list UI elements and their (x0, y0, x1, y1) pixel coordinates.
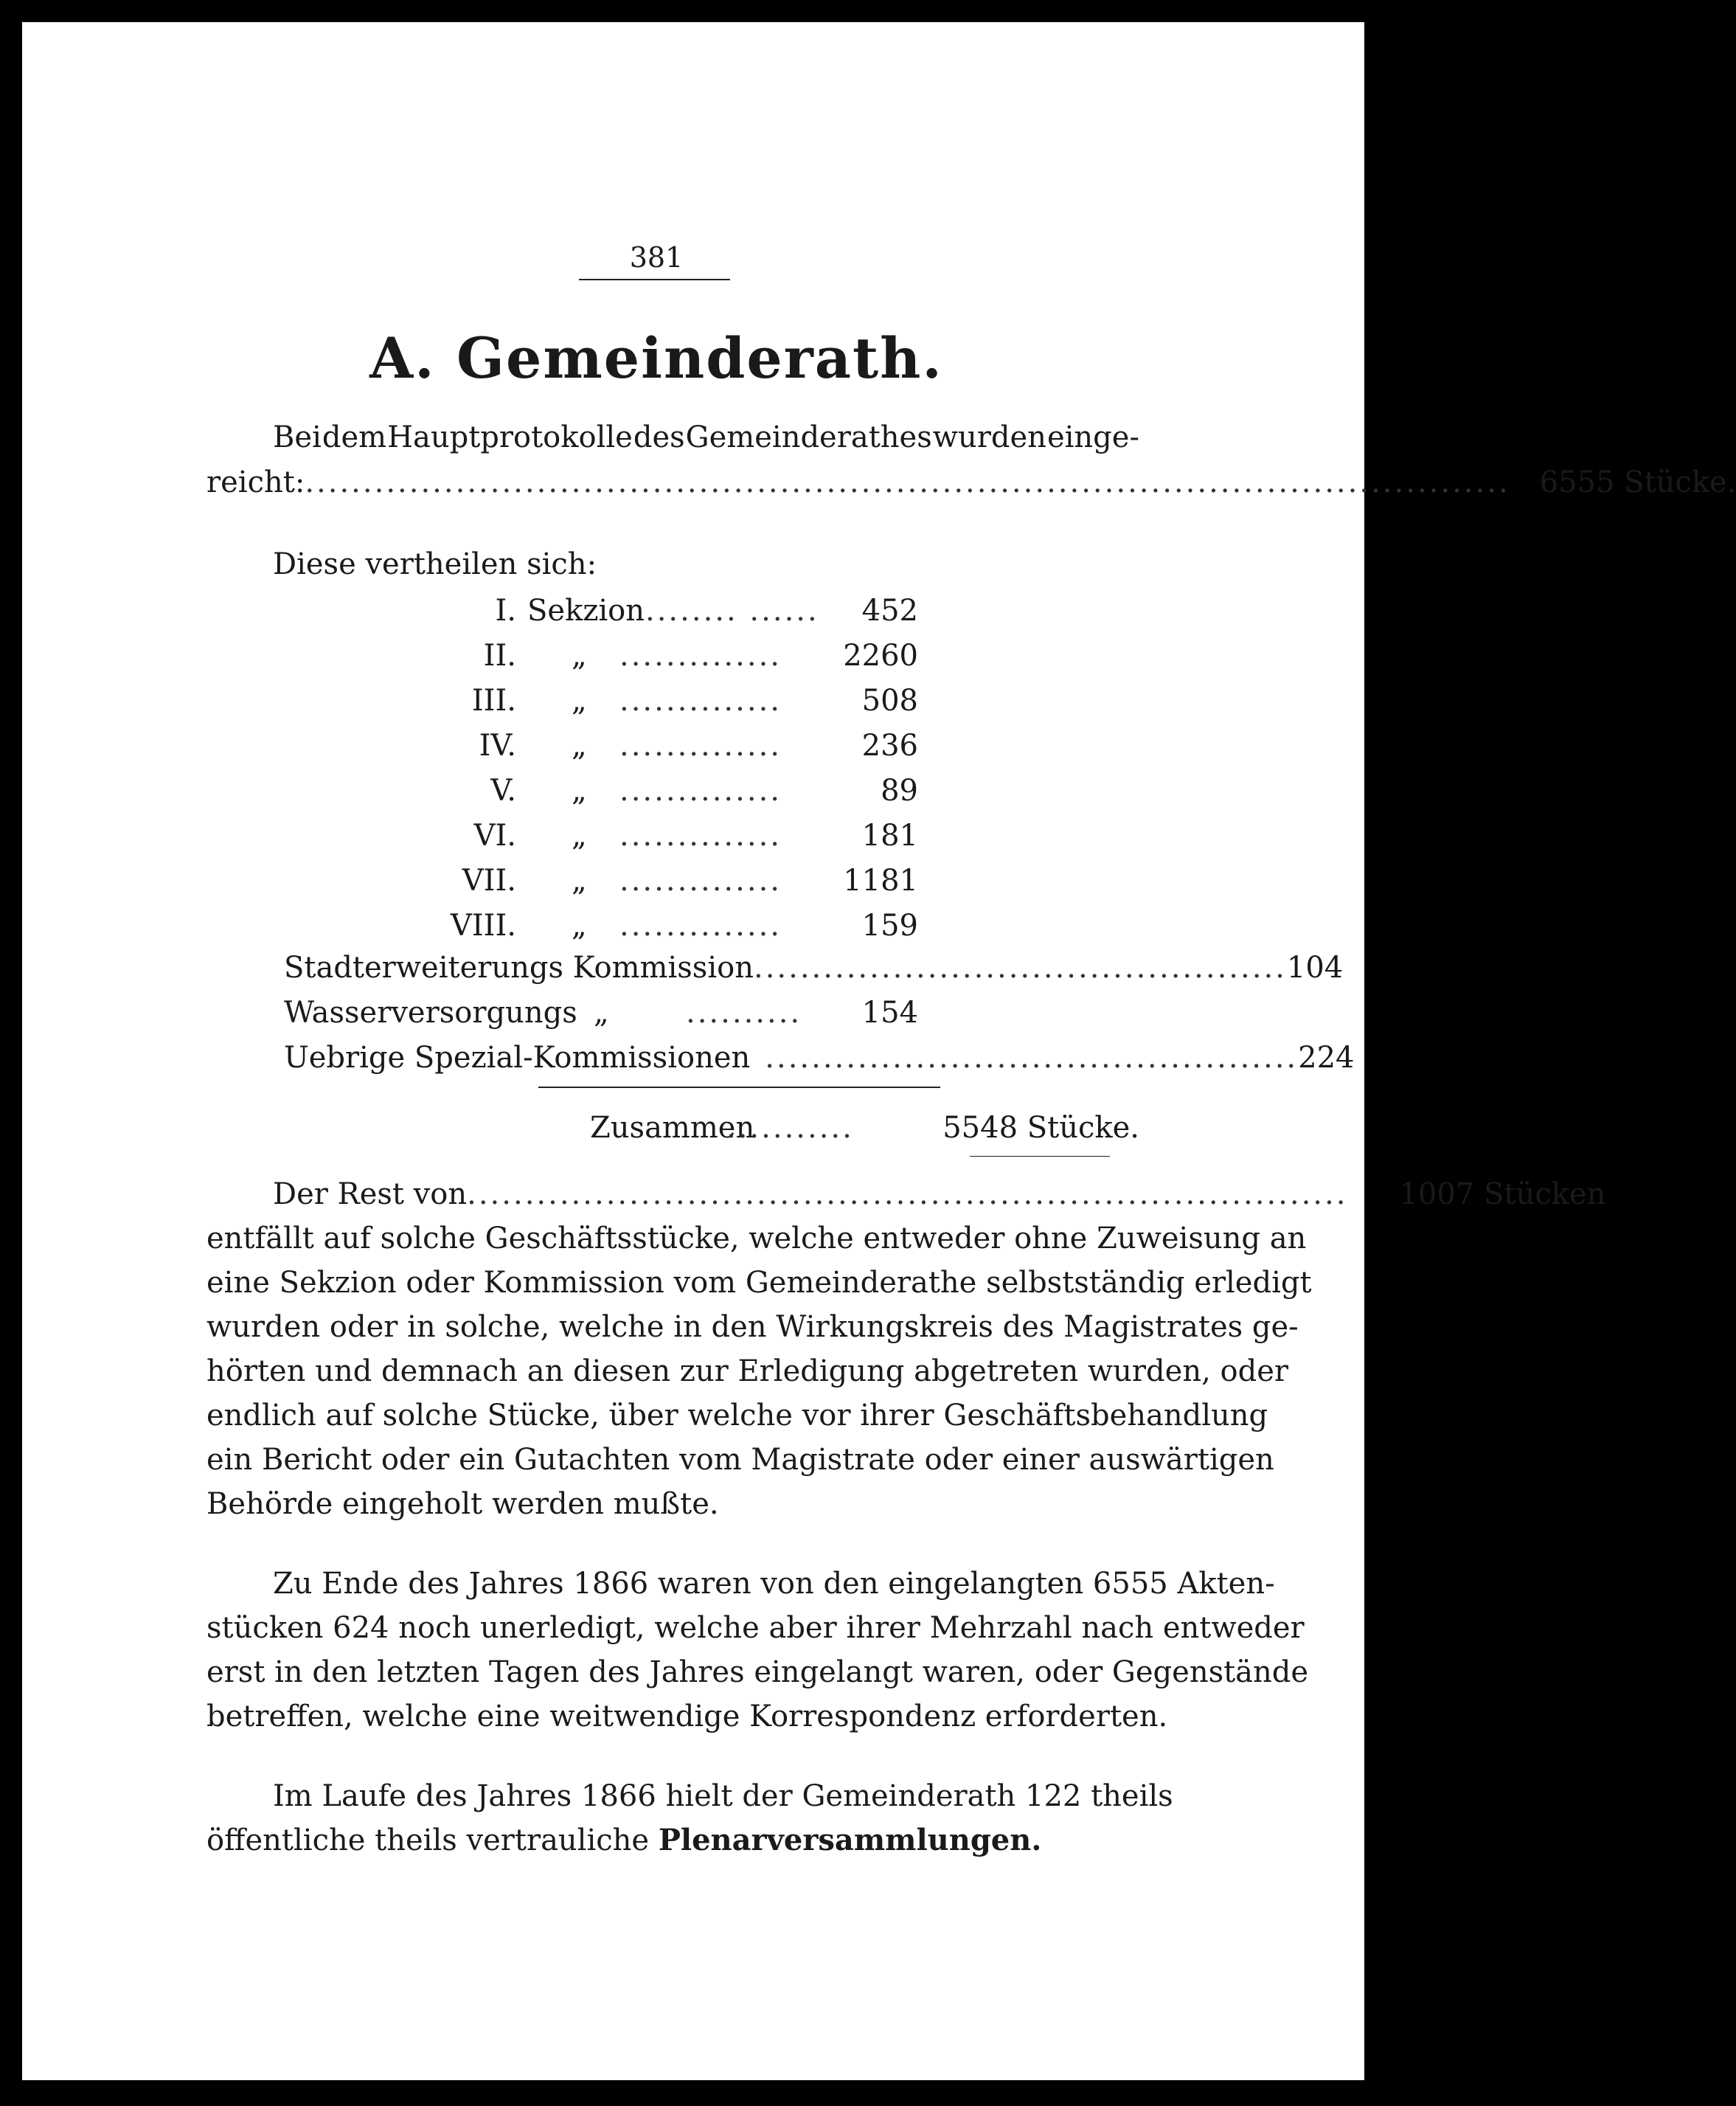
page-number: 381 (629, 241, 684, 274)
paragraph-line: hörten und demnach an diesen zur Erledigung abgetreten wurden, oder (206, 1354, 1288, 1388)
paragraph-line: Im Laufe des Jahres 1866 hielt der Gemeinderath 122 theils (273, 1779, 1173, 1813)
intro-line-2 (206, 465, 1736, 499)
leader-dots: .............. (619, 774, 782, 808)
section-row (243, 819, 918, 856)
ditto-mark: „ (572, 639, 587, 673)
total-rule (970, 1156, 1110, 1157)
paragraph-line: Behörde eingeholt werden mußte. (206, 1487, 719, 1521)
total-row (590, 1113, 1139, 1150)
paragraph-2 (206, 1562, 1309, 1739)
commission-value: 224 (1298, 1041, 1355, 1075)
commission-row (284, 998, 918, 1035)
section-roman: II. (483, 639, 516, 673)
section-value: 508 (861, 684, 918, 718)
commission-label: Uebrige Spezial-Kommissionen (284, 1041, 751, 1075)
total-label: Zusammen (590, 1111, 755, 1145)
leader-dots: .............. (619, 819, 782, 853)
section-row (243, 729, 918, 766)
leader-dots: .............................................. (753, 951, 1287, 985)
commission-row (284, 951, 1344, 985)
intro-line-1 (273, 420, 1139, 454)
intro-reicht-label: reicht: (206, 465, 305, 499)
rest-label: Der Rest von (273, 1177, 468, 1211)
intro-word: des (633, 420, 685, 454)
leader-dots: ........ ...... (645, 594, 819, 628)
commission-label: Stadterweiterungs Kommission (284, 951, 754, 985)
paragraph-line: wurden oder in solche, welche in den Wirkungskreis des Magistrates ge- (206, 1310, 1299, 1344)
leader-dots: .............. (619, 684, 782, 718)
section-value: 89 (881, 774, 918, 808)
total-value: 5548 Stücke. (942, 1111, 1139, 1145)
section-row (243, 594, 918, 631)
ditto-mark: „ (572, 819, 587, 853)
paragraph-line (206, 1818, 1136, 1863)
section-roman: VIII. (450, 909, 516, 943)
paragraph-line: entfällt auf solche Geschäftsstücke, welche entweder ohne Zuweisung an (206, 1222, 1307, 1255)
intro-word: einge- (1046, 420, 1139, 454)
section-value: 452 (861, 594, 918, 628)
section-roman: VI. (473, 819, 516, 853)
page-number-rule (579, 279, 730, 280)
section-roman: IV. (479, 729, 516, 763)
section-heading: A. Gemeinderath. (369, 325, 943, 391)
section-value: 1181 (843, 864, 918, 898)
paragraph-text: öffentliche theils vertrauliche (206, 1823, 650, 1857)
section-roman: VII. (462, 864, 516, 898)
paragraph-line: betreffen, welche eine weitwendige Korrespondenz erforderten. (206, 1700, 1168, 1733)
distribution-intro: Diese vertheilen sich: (273, 547, 597, 581)
ditto-mark: „ (572, 684, 587, 718)
leader-dots: ........................................................................................................ (305, 465, 1510, 499)
section-row (243, 684, 918, 721)
intro-total-value: 6555 Stücke. (1539, 465, 1736, 499)
leader-dots: ........... (726, 1111, 854, 1145)
commission-value: 104 (1286, 951, 1344, 985)
section-value: 2260 (843, 639, 918, 673)
leader-dots: .............................................. (765, 1041, 1299, 1075)
leader-dots: .............. (619, 729, 782, 763)
section-value: 181 (861, 819, 918, 853)
ditto-mark: „ (572, 729, 587, 763)
paragraph-line: Zu Ende des Jahres 1866 waren von den eingelangten 6555 Akten- (273, 1567, 1275, 1601)
paragraph-line: eine Sekzion oder Kommission vom Gemeinderathe selbstständig erledigt (206, 1266, 1312, 1300)
paragraph-1 (206, 1216, 1312, 1526)
intro-word: dem (322, 420, 387, 454)
ditto-mark: „ (594, 996, 609, 1030)
paragraph-3 (206, 1774, 1173, 1863)
sum-rule (538, 1087, 940, 1088)
rest-value: 1007 Stücken (1399, 1177, 1606, 1211)
section-roman: V. (490, 774, 516, 808)
ditto-mark: „ (572, 864, 587, 898)
paragraph-line: ein Bericht oder ein Gutachten vom Magistrate oder einer auswärtigen (206, 1443, 1274, 1477)
intro-word: Bei (273, 420, 322, 454)
leader-dots: .............. (619, 909, 782, 943)
section-roman: III. (471, 684, 516, 718)
commission-row (284, 1041, 1355, 1075)
paragraph-line: erst in den letzten Tagen des Jahres eingelangt waren, oder Gegenstände (206, 1655, 1309, 1689)
section-roman: I. (495, 594, 516, 628)
section-value: 236 (861, 729, 918, 763)
intro-word: Gemeinderathes (685, 420, 932, 454)
intro-word: wurden (932, 420, 1046, 454)
section-row (243, 909, 918, 946)
leader-dots: .............. (619, 864, 782, 898)
leader-dots: .......... (686, 996, 802, 1030)
rest-row (273, 1177, 1606, 1211)
ditto-mark: „ (572, 774, 587, 808)
book-page (22, 22, 1736, 2080)
leader-dots: ............................................................................ (467, 1177, 1348, 1211)
section-row (243, 774, 918, 811)
paragraph-line: endlich auf solche Stücke, über welche vor ihrer Geschäftsbehandlung (206, 1399, 1268, 1433)
paragraph-line: stücken 624 noch unerledigt, welche aber ihrer Mehrzahl nach entweder (206, 1611, 1305, 1645)
emphasized-term: Plenarversammlungen. (658, 1823, 1042, 1857)
commission-label: Wasserversorgungs (284, 996, 577, 1030)
section-row (243, 639, 918, 676)
intro-word: Hauptprotokolle (387, 420, 633, 454)
section-value: 159 (861, 909, 918, 943)
commission-value: 154 (861, 996, 918, 1030)
section-row (243, 864, 918, 901)
section-label: Sekzion (527, 594, 645, 628)
leader-dots: .............. (619, 639, 782, 673)
ditto-mark: „ (572, 909, 587, 943)
